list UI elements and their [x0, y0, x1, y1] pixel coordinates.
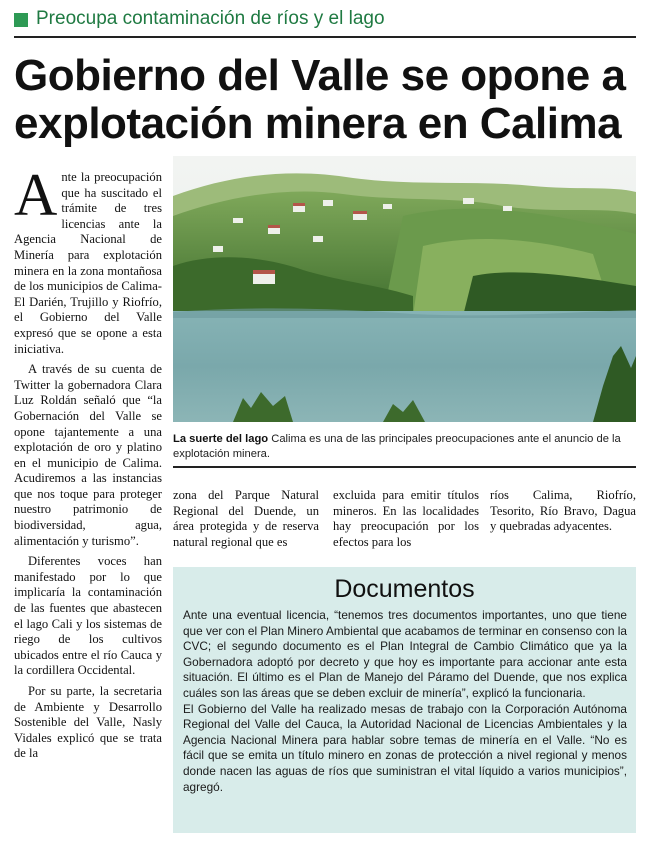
article-column-3: [333, 488, 479, 550]
paragraph-twitter: A través de su cuenta de Twitter la gobernadora Clara Luz Roldán señaló que “la Gobernación del Valle se opone tajantemente a una explotación de oro y platino en el municipio de Calima. Acudiremos a las instancias que nos toque para proteger nuestro patrimonio de biodiversidad, agua, alimentación y turismo”.: [14, 362, 162, 548]
column-4-text: ríos Calima, Riofrío, Tesorito, Río Bravo, Dagua y quebradas adyacentes.: [490, 488, 636, 534]
paragraph-voices: Diferentes voces han manifestado por lo que implicaría la contaminación de las fuentes que abastecen el lago Cali y los sistemas de riego de los cultivos ubicados entre el río Cauca y la cordillera Occidental.: [14, 554, 162, 678]
headline: [14, 52, 638, 148]
caption-divider: [173, 466, 636, 468]
box-paragraph-2: El Gobierno del Valle ha realizado mesas de trabajo con la Corporación Autónoma Regional del Valle del Cauca, la Autoridad Nacional de Licencias Ambientales y la Agencia Nacional Minera para hablar sobre temas de minería en el Valle. “No es fácil que se emita un título minero en zonas de protección a nivel regional y menos donde nacen las aguas de ríos que suministran el vital líquido a varios municipios”, agregó.: [183, 701, 627, 794]
article-column-4: [490, 488, 636, 535]
section-kicker: [14, 6, 634, 34]
headline-line-1: Gobierno del Valle se opone a: [14, 51, 626, 100]
article-column-1: [14, 162, 162, 762]
drop-cap: A: [14, 162, 58, 228]
lake-photo: [173, 156, 636, 422]
box-body: [183, 608, 627, 795]
headline-line-2: explotación minera en Calima: [14, 99, 622, 148]
caption-text: Calima es una de las principales preocupaciones ante el anuncio de la explotación minera.: [173, 433, 621, 460]
top-divider: [14, 36, 636, 38]
box-paragraph-1: Ante una eventual licencia, “tenemos tres documentos importantes, uno que tiene que ver con el Plan Minero Ambiental que acabamos de terminar en consenso con la CVC; el segundo documento es el Plan Integral de Cambio Climático que ya la Gobernadora adoptó por decreto y que hoy es importante para accionar ante esta situación. El último es el Plan de Manejo del Páramo del Duende, que nos explica cuáles son las áreas que se deben excluir de minería”, explicó la funcionaria.: [183, 608, 627, 700]
lake-landscape-image: [173, 156, 636, 422]
column-2-text: zona del Parque Natural Regional del Duende, un área protegida y de reserva natural regional que es: [173, 488, 319, 549]
box-title: Documentos: [334, 575, 475, 603]
caption-lead: La suerte del lago: [173, 433, 269, 445]
lead-paragraph: [14, 162, 162, 357]
lead-paragraph-text: nte la preocupación que ha suscitado el trámite de tres licencias ante la Agencia Nacional de Minería para explotación minera en la zona montañosa de los municipios de Calima-El Darién, Trujillo y Riofrío, el Gobierno del Valle expresó que se opone a esta iniciativa.: [14, 170, 162, 356]
documentos-box: [173, 567, 636, 833]
kicker-square-icon: [14, 13, 28, 27]
kicker-text: Preocupa contaminación de ríos y el lago: [36, 8, 385, 29]
photo-caption: [173, 432, 636, 461]
column-3-text: excluida para emitir títulos mineros. En las localidades hay preocupación por los efectos para los: [333, 488, 479, 549]
article-column-2: [173, 488, 319, 550]
paragraph-secretary: Por su parte, la secretaria de Ambiente y Desarrollo Sostenible del Valle, Nasly Vidales explicó que se trata de la: [14, 684, 162, 761]
